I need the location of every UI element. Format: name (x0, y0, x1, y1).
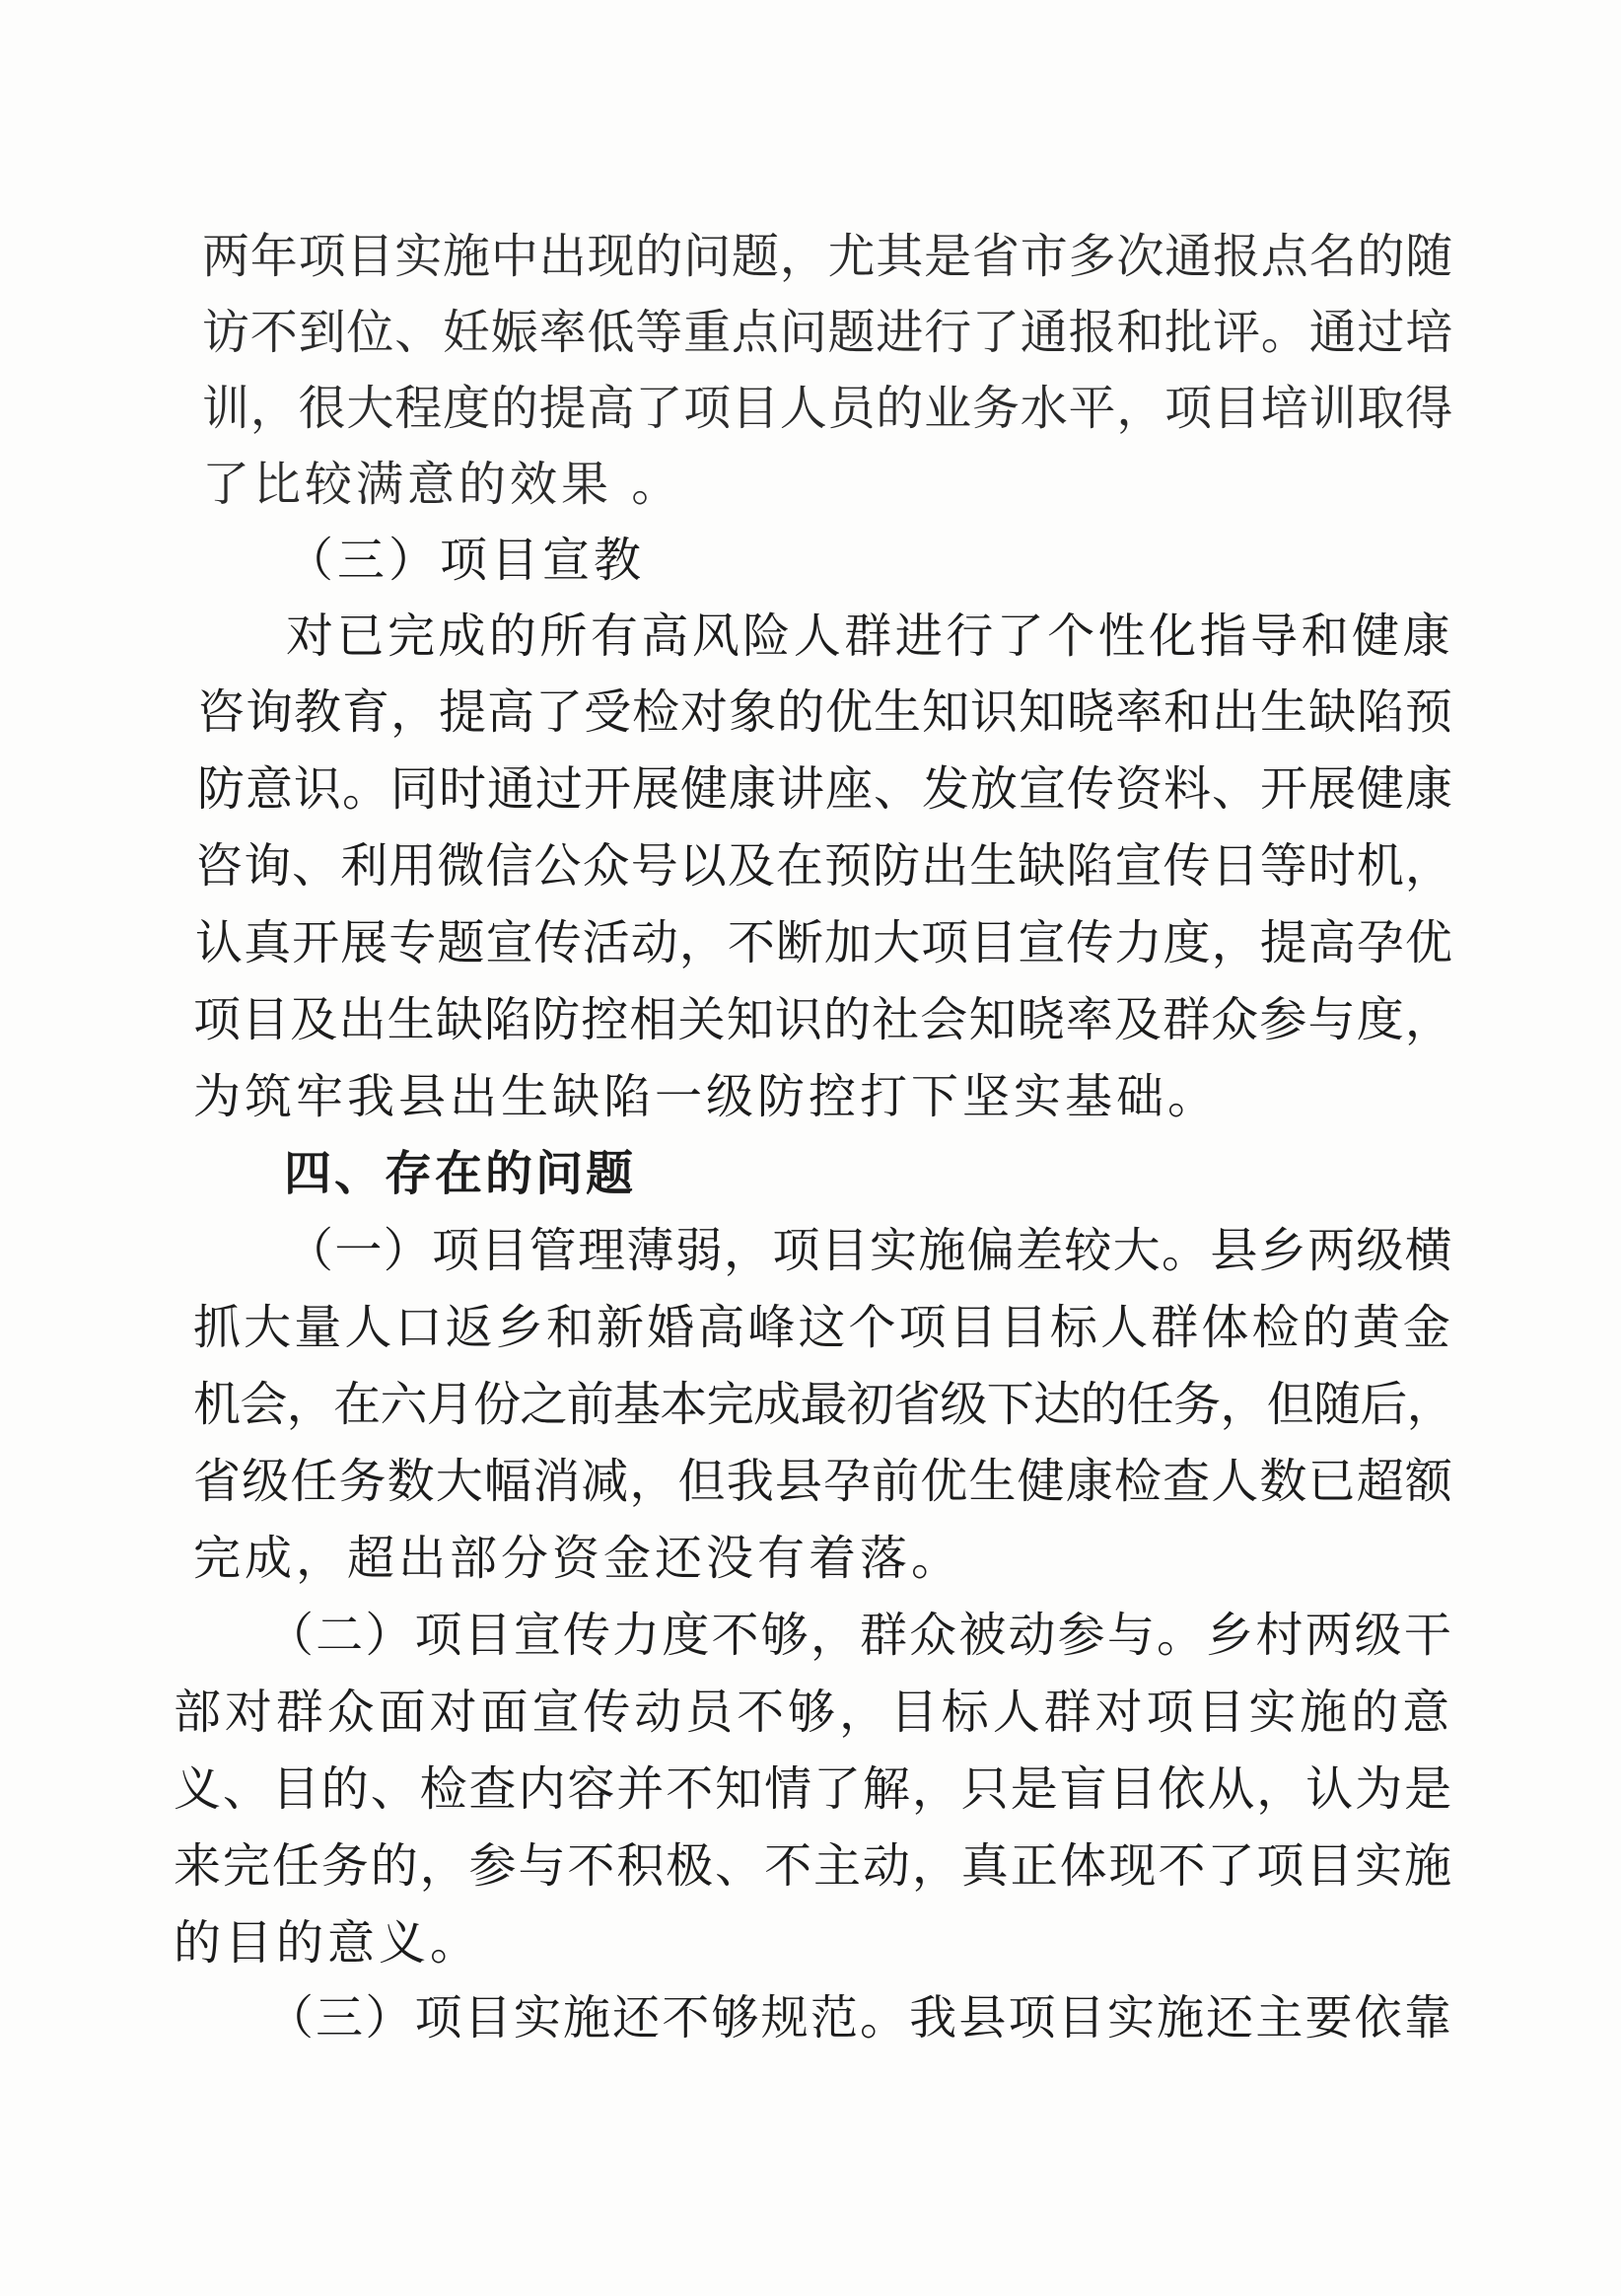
text-line: 认真开展专题宣传活动，不断加大项目宣传力度，提高孕优 (195, 915, 1454, 970)
text-line: 为筑牢我县出生缺陷一级防控打下坚实基础。 (193, 1069, 1220, 1124)
text-line: （一）项目管理薄弱，项目实施偏差较大。县乡两级横 (286, 1223, 1454, 1278)
section-subheading: （三）项目宣教 (286, 533, 646, 588)
section-heading: 四、存在的问题 (284, 1146, 637, 1201)
text-line: 义、目的、检查内容并不知情了解，只是盲目依从，认为是 (174, 1761, 1454, 1817)
text-line: 来完任务的，参与不积极、不主动，真正体现不了项目实施 (174, 1838, 1454, 1894)
text-line: 完成，超出部分资金还没有着落。 (193, 1531, 963, 1586)
text-line: 两年项目实施中出现的问题，尤其是省市多次通报点名的随 (202, 229, 1454, 284)
text-line: （三）项目实施还不够规范。我县项目实施还主要依靠 (266, 1990, 1454, 2045)
text-line: 咨询教育，提高了受检对象的优生知识知晓率和出生缺陷预 (197, 684, 1454, 740)
text-line: 抓大量人口返乡和新婚高峰这个项目目标人群体检的黄金 (193, 1300, 1454, 1355)
text-line: 了比较满意的效果 。 (202, 457, 683, 512)
text-line: 部对群众面对面宣传动员不够，目标人群对项目实施的意 (174, 1685, 1454, 1740)
text-line: 防意识。同时通过开展健康讲座、发放宣传资料、开展健康 (197, 761, 1454, 817)
text-line: 的目的意义。 (174, 1915, 482, 1971)
text-line: 咨询、利用微信公众号以及在预防出生缺陷宣传日等时机， (195, 838, 1454, 894)
text-line: 机会，在六月份之前基本完成最初省级下达的任务，但随后， (193, 1377, 1454, 1432)
text-line: 训，很大程度的提高了项目人员的业务水平，项目培训取得 (202, 381, 1454, 436)
text-line: 访不到位、妊娠率低等重点问题进行了通报和批评。通过培 (202, 305, 1454, 360)
text-line: 项目及出生缺陷防控相关知识的社会知晓率及群众参与度， (193, 992, 1454, 1047)
text-line: （二）项目宣传力度不够，群众被动参与。乡村两级干 (266, 1608, 1454, 1663)
text-line: 省级任务数大幅消减，但我县孕前优生健康检查人数已超额 (193, 1454, 1454, 1509)
text-line: 对已完成的所有高风险人群进行了个性化指导和健康 (286, 609, 1454, 664)
